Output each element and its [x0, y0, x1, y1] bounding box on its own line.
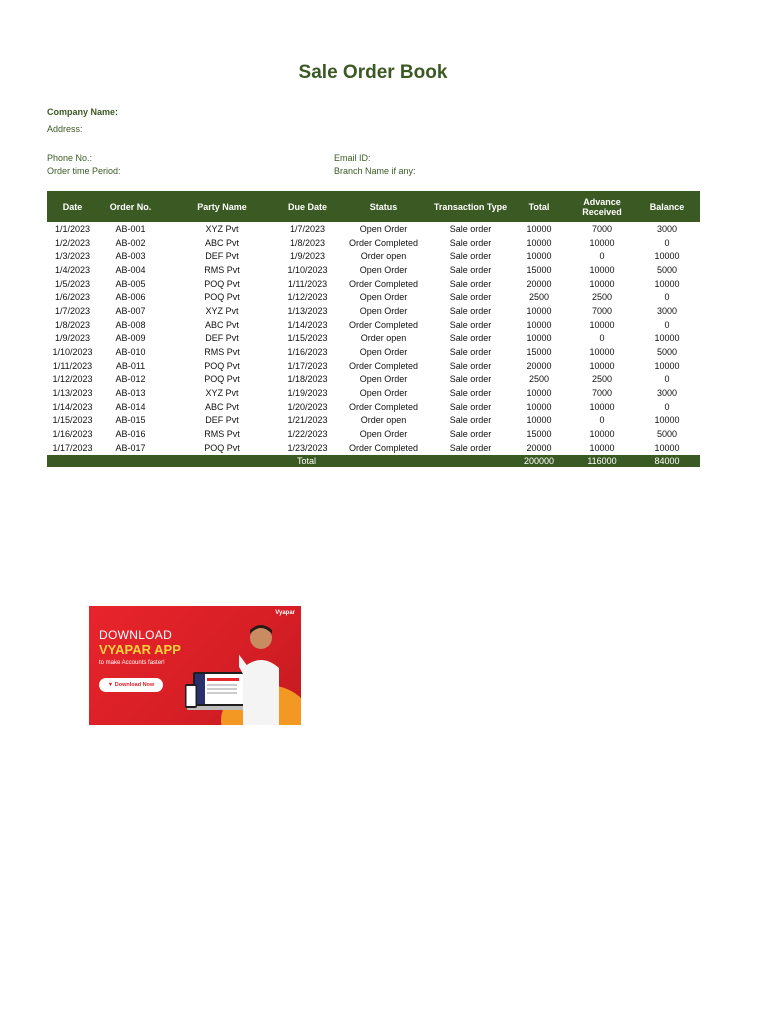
transaction-type-cell: Sale order: [449, 278, 492, 289]
transaction-type-cell: Sale order: [449, 319, 492, 330]
order-no-cell: AB-007: [115, 305, 146, 316]
order-no-cell: AB-006: [115, 292, 146, 303]
due-date-cell: 1/10/2023: [287, 264, 328, 275]
status-cell: Order Completed: [348, 319, 419, 330]
party-name-cell: POQ Pvt: [204, 360, 240, 371]
date-cell: 1/16/2023: [52, 429, 93, 440]
table-row: [47, 400, 700, 414]
advance-cell: 10000: [589, 319, 615, 330]
total-cell: 15000: [526, 264, 552, 275]
table-row: [47, 386, 700, 400]
table-row: [47, 263, 700, 277]
status-cell: Open Order: [359, 388, 408, 399]
balance-cell: 5000: [656, 429, 678, 440]
party-name-cell: ABC Pvt: [204, 401, 239, 412]
advance-cell: 10000: [589, 237, 615, 248]
column-header: Transaction Type: [433, 191, 508, 222]
total-cell: 10000: [526, 223, 552, 234]
due-date-cell: 1/18/2023: [287, 374, 328, 385]
status-cell: Order open: [360, 415, 407, 426]
due-date-cell: 1/9/2023: [289, 251, 326, 262]
column-header: Balance: [634, 191, 700, 222]
transaction-type-cell: Sale order: [449, 374, 492, 385]
due-date-cell: 1/12/2023: [287, 292, 328, 303]
party-name-cell: DEF Pvt: [205, 415, 239, 426]
total-cell: 10000: [526, 388, 552, 399]
banner-app-name: VYAPAR APP: [99, 642, 181, 657]
total-empty: [433, 455, 508, 467]
column-header: Advance Received: [570, 191, 634, 222]
party-name-cell: DEF Pvt: [205, 333, 239, 344]
column-header: Date: [47, 191, 98, 222]
status-cell: Open Order: [359, 429, 408, 440]
status-cell: Order Completed: [348, 278, 419, 289]
status-cell: Order open: [360, 251, 407, 262]
date-cell: 1/5/2023: [54, 278, 91, 289]
party-name-cell: ABC Pvt: [204, 237, 239, 248]
advance-cell: 10000: [589, 347, 615, 358]
column-header: Total: [508, 191, 570, 222]
order-no-cell: AB-001: [115, 223, 146, 234]
due-date-cell: 1/21/2023: [287, 415, 328, 426]
total-cell: 15000: [526, 429, 552, 440]
date-cell: 1/14/2023: [52, 401, 93, 412]
banner-download-text: DOWNLOAD: [99, 628, 173, 642]
date-cell: 1/17/2023: [52, 442, 93, 453]
balance-cell: 10000: [654, 415, 680, 426]
balance-cell: 10000: [654, 333, 680, 344]
party-name-cell: XYZ Pvt: [205, 388, 239, 399]
total-empty: [334, 455, 433, 467]
total-amount: 200000: [508, 455, 570, 467]
transaction-type-cell: Sale order: [449, 388, 492, 399]
due-date-cell: 1/17/2023: [287, 360, 328, 371]
order-no-cell: AB-017: [115, 442, 146, 453]
table-row: [47, 236, 700, 250]
date-cell: 1/2/2023: [54, 237, 91, 248]
status-cell: Open Order: [359, 347, 408, 358]
sale-order-table: [47, 191, 700, 467]
party-name-cell: POQ Pvt: [204, 278, 240, 289]
transaction-type-cell: Sale order: [449, 347, 492, 358]
company-name-label: Company Name:: [47, 107, 119, 117]
status-cell: Open Order: [359, 223, 408, 234]
table-row: [47, 290, 700, 304]
balance-cell: 3000: [656, 388, 678, 399]
transaction-type-cell: Sale order: [449, 264, 492, 275]
order-no-cell: AB-016: [115, 429, 146, 440]
total-cell: 10000: [526, 333, 552, 344]
due-date-cell: 1/19/2023: [287, 388, 328, 399]
status-cell: Order Completed: [348, 442, 419, 453]
advance-cell: 2500: [591, 374, 613, 385]
advance-cell: 2500: [591, 292, 613, 303]
order-no-cell: AB-015: [115, 415, 146, 426]
total-cell: 20000: [526, 442, 552, 453]
download-now-button[interactable]: [99, 678, 163, 692]
transaction-type-cell: Sale order: [449, 305, 492, 316]
total-cell: 10000: [526, 251, 552, 262]
total-cell: 2500: [528, 292, 550, 303]
status-cell: Open Order: [359, 264, 408, 275]
order-no-cell: AB-004: [115, 264, 146, 275]
order-no-cell: AB-010: [115, 347, 146, 358]
table-row: [47, 427, 700, 441]
column-header: Party Name: [163, 191, 281, 222]
advance-cell: 10000: [589, 429, 615, 440]
column-header: Status: [334, 191, 433, 222]
table-row: [47, 318, 700, 332]
due-date-cell: 1/23/2023: [287, 442, 328, 453]
advance-cell: 0: [599, 251, 605, 262]
due-date-cell: 1/11/2023: [287, 278, 328, 289]
total-cell: 10000: [526, 319, 552, 330]
balance-cell: 0: [664, 401, 670, 412]
table-row: [47, 359, 700, 373]
party-name-cell: DEF Pvt: [205, 251, 239, 262]
date-cell: 1/4/2023: [54, 264, 91, 275]
status-cell: Open Order: [359, 374, 408, 385]
total-cell: 10000: [526, 305, 552, 316]
total-cell: 20000: [526, 360, 552, 371]
total-cell: 10000: [526, 401, 552, 412]
order-no-cell: AB-014: [115, 401, 146, 412]
status-cell: Open Order: [359, 292, 408, 303]
balance-cell: 3000: [656, 305, 678, 316]
table-row: [47, 441, 700, 455]
table-row: [47, 414, 700, 428]
total-balance: 84000: [634, 455, 700, 467]
advance-cell: 10000: [589, 278, 615, 289]
date-cell: 1/13/2023: [52, 388, 93, 399]
table-row: [47, 373, 700, 387]
total-cell: 15000: [526, 347, 552, 358]
total-advance: 116000: [570, 455, 634, 467]
download-icon: ▼: [107, 682, 114, 688]
period-label: Order time Period:: [47, 166, 121, 176]
transaction-type-cell: Sale order: [449, 429, 492, 440]
balance-cell: 10000: [654, 251, 680, 262]
table-row: [47, 345, 700, 359]
balance-cell: 0: [664, 292, 670, 303]
balance-cell: 3000: [656, 223, 678, 234]
balance-cell: 10000: [654, 360, 680, 371]
table-header-row: [47, 191, 700, 222]
party-name-cell: XYZ Pvt: [205, 305, 239, 316]
order-no-cell: AB-003: [115, 251, 146, 262]
party-name-cell: RMS Pvt: [204, 429, 240, 440]
advance-cell: 0: [599, 333, 605, 344]
order-no-cell: AB-012: [115, 374, 146, 385]
order-no-cell: AB-011: [115, 360, 146, 371]
party-name-cell: RMS Pvt: [204, 264, 240, 275]
order-no-cell: AB-005: [115, 278, 146, 289]
status-cell: Open Order: [359, 305, 408, 316]
due-date-cell: 1/7/2023: [289, 223, 326, 234]
branch-label: Branch Name if any:: [334, 166, 416, 176]
vyapar-logo: Vyapar: [275, 610, 295, 616]
due-date-cell: 1/22/2023: [287, 429, 328, 440]
email-label: Email ID:: [334, 153, 371, 163]
advance-cell: 10000: [589, 360, 615, 371]
transaction-type-cell: Sale order: [449, 442, 492, 453]
date-cell: 1/6/2023: [54, 292, 91, 303]
vyapar-download-banner[interactable]: [89, 606, 301, 725]
advance-cell: 7000: [591, 223, 613, 234]
date-cell: 1/1/2023: [54, 223, 91, 234]
phone-label: Phone No.:: [47, 153, 93, 163]
due-date-cell: 1/20/2023: [287, 401, 328, 412]
due-date-cell: 1/13/2023: [287, 305, 328, 316]
total-row: [47, 455, 700, 467]
transaction-type-cell: Sale order: [449, 360, 492, 371]
party-name-cell: POQ Pvt: [204, 374, 240, 385]
table-row: [47, 277, 700, 291]
order-no-cell: AB-013: [115, 388, 146, 399]
date-cell: 1/8/2023: [54, 319, 91, 330]
table-row: [47, 304, 700, 318]
transaction-type-cell: Sale order: [449, 415, 492, 426]
table-row: [47, 222, 700, 236]
total-label: Total: [47, 455, 334, 467]
party-name-cell: RMS Pvt: [204, 347, 240, 358]
status-cell: Order open: [360, 333, 407, 344]
date-cell: 1/9/2023: [54, 333, 91, 344]
balance-cell: 10000: [654, 442, 680, 453]
page-title: Sale Order Book: [298, 62, 448, 83]
date-cell: 1/11/2023: [52, 360, 93, 371]
advance-cell: 10000: [589, 264, 615, 275]
date-cell: 1/12/2023: [52, 374, 93, 385]
due-date-cell: 1/15/2023: [287, 333, 328, 344]
total-cell: 10000: [526, 415, 552, 426]
advance-cell: 10000: [589, 442, 615, 453]
date-cell: 1/10/2023: [52, 347, 93, 358]
order-no-cell: AB-008: [115, 319, 146, 330]
party-name-cell: POQ Pvt: [204, 442, 240, 453]
download-now-label: Download Now: [114, 682, 155, 688]
date-cell: 1/15/2023: [52, 415, 93, 426]
party-name-cell: ABC Pvt: [204, 319, 239, 330]
transaction-type-cell: Sale order: [449, 333, 492, 344]
advance-cell: 0: [599, 415, 605, 426]
transaction-type-cell: Sale order: [449, 401, 492, 412]
balance-cell: 0: [664, 319, 670, 330]
date-cell: 1/3/2023: [54, 251, 91, 262]
balance-cell: 5000: [656, 264, 678, 275]
status-cell: Order Completed: [348, 360, 419, 371]
advance-cell: 7000: [591, 388, 613, 399]
due-date-cell: 1/8/2023: [289, 237, 326, 248]
advance-cell: 7000: [591, 305, 613, 316]
transaction-type-cell: Sale order: [449, 237, 492, 248]
balance-cell: 10000: [654, 278, 680, 289]
column-header: Order No.: [98, 191, 163, 222]
transaction-type-cell: Sale order: [449, 251, 492, 262]
transaction-type-cell: Sale order: [449, 292, 492, 303]
status-cell: Order Completed: [348, 237, 419, 248]
advance-cell: 10000: [589, 401, 615, 412]
person-illustration: [239, 618, 283, 725]
transaction-type-cell: Sale order: [449, 223, 492, 234]
order-no-cell: AB-009: [115, 333, 146, 344]
due-date-cell: 1/16/2023: [287, 347, 328, 358]
due-date-cell: 1/14/2023: [287, 319, 328, 330]
address-label: Address:: [47, 124, 83, 134]
party-name-cell: POQ Pvt: [204, 292, 240, 303]
date-cell: 1/7/2023: [54, 305, 91, 316]
balance-cell: 0: [664, 374, 670, 385]
column-header: Due Date: [281, 191, 334, 222]
order-no-cell: AB-002: [115, 237, 146, 248]
table-row: [47, 249, 700, 263]
table-row: [47, 332, 700, 346]
balance-cell: 5000: [656, 347, 678, 358]
total-cell: 2500: [528, 374, 550, 385]
total-cell: 10000: [526, 237, 552, 248]
total-cell: 20000: [526, 278, 552, 289]
balance-cell: 0: [664, 237, 670, 248]
banner-tagline: to make Accounts faster!: [99, 660, 165, 666]
status-cell: Order Completed: [348, 401, 419, 412]
party-name-cell: XYZ Pvt: [205, 223, 239, 234]
